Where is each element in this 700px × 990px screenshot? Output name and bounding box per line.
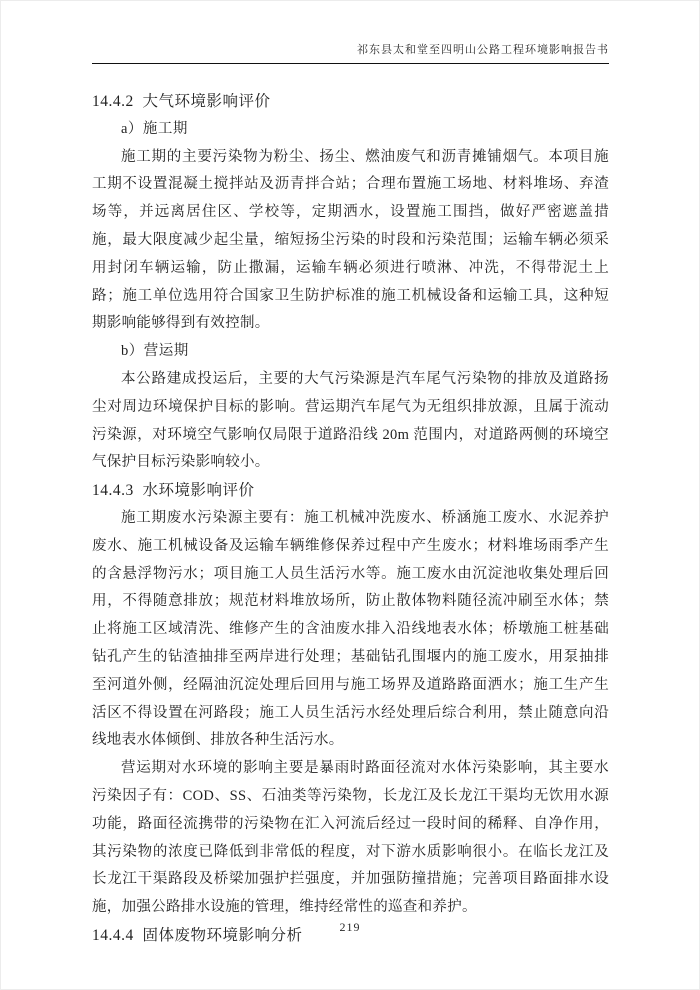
subheading-operation-period-air: b）营运期: [121, 343, 189, 360]
paragraph-construction-wastewater: 施工期废水污染源主要有：施工机械冲洗废水、桥涵施工废水、水泥养护废水、施工机械设备及运输车辆维修保养过程中产生废水；材料堆场雨季产生的含悬浮物污水；项目施工人员生活污水等。施工废水由沉淀池收集处理后回用，不得随意排放；规范材料堆放场所，防止散体物料随径流冲刷至水体；禁止将施工区域清洗、维修产生的含油废水排入沿线地表水体；桥墩施工桩基础钻孔产生的钻渣抽排至两岸进行处理；基础钻孔围堰内的施工废水，用泵抽排至河道外侧，经隔油沉淀处理后回用与施工场界及道路路面洒水；施工生产生活区不得设置在河路段；施工人员生活污水经处理后综合利用，禁止随意向沿线地表水体倾倒、排放各种生活污水。: [92, 509, 609, 749]
page-number: 219: [339, 920, 361, 934]
paragraph-operation-water-impact: 营运期对水环境的影响主要是暴雨时路面径流对水体污染影响，其主要水污染因子有：COD、SS、石油类等污染物，长龙江及长龙江干渠均无饮用水源功能，路面径流携带的污染物在汇入河流后经过一段时间的稀释、自净作用，其污染物的浓度已降低到非常低的程度，对下游水质影响很小。在临长龙江及长龙江干渠路段及桥梁加强护拦强度，并加强防撞措施；完善项目路面排水设施，加强公路排水设施的管理，维持经常性的巡查和养护。: [92, 760, 609, 916]
page-footer: [1, 919, 699, 935]
section-heading-air-impact: 14.4.2 大气环境影响评价: [92, 93, 271, 110]
page-header: [92, 1, 609, 64]
subheading-construction-period-air: a）施工期: [121, 120, 188, 137]
header-divider: [92, 63, 609, 64]
report-title-header: 祁东县太和堂至四明山公路工程环境影响报告书: [357, 44, 609, 56]
paragraph-operation-air-impact: 本公路建成投运后，主要的大气污染源是汽车尾气污染物的排放及道路扬尘对周边环境保护目标的影响。营运期汽车尾气为无组织排放源，且属于流动污染源，对环境空气影响仅局限于道路沿线 20m 范围内，对道路两侧的环境空气保护目标污染影响较小。: [92, 370, 609, 471]
document-body: [92, 88, 609, 950]
paragraph-construction-air-measures: 施工期的主要污染物为粉尘、扬尘、燃油废气和沥青摊铺烟气。本项目施工期不设置混凝土搅拌站及沥青拌合站；合理布置施工场地、材料堆场、弃渣场等，并远离居住区、学校等，定期洒水，设置施工围挡，做好严密遮盖措施，最大限度减少起尘量，缩短扬尘污染的时段和污染范围；运输车辆必须采用封闭车辆运输，防止撒漏，运输车辆必须进行喷淋、冲洗，不得带泥土上路；施工单位选用符合国家卫生防护标准的施工机械设备和运输工具，这种短期影响能够得到有效控制。: [92, 148, 609, 332]
section-heading-water-impact: 14.4.3 水环境影响评价: [92, 482, 255, 500]
section-heading-solid-waste: 14.4.4 固体废物环境影响分析: [92, 926, 303, 944]
